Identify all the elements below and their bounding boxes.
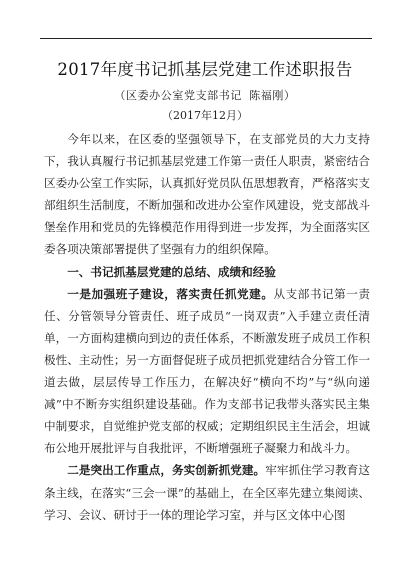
- paragraph-text: 牢牢抓住学习教育这条主线，在落实“三会一课”的基础上，在全区率先建立集阅读、学习、会议、研讨于一体的理论学习室，并与区文体中心图: [44, 463, 370, 522]
- report-body: [44, 128, 370, 526]
- section-heading: 一、书记抓基层党建的总结、成绩和经验: [67, 264, 276, 279]
- body-paragraph: [44, 459, 370, 525]
- paragraph-text: 从支部书记第一责任、分管领导分管责任、班子成员“一岗双责”入手建立责任清单，一方面构建横向到边的责任体系，不断激发班子成员工作积极性、主动性；另一方面督促班子成员把抓党建结合分管工作一道去做，层层传导工作压力，在解决好“横向不均”与“纵向递减”中不断夯实组织建设基础。作为支部书记我带头落实民主集中制要求，自觉维护党支部的权威；定期组织民主生活会，坦诚布公地开展批评与自我批评，不断增强班子凝聚力和战斗力。: [44, 286, 370, 456]
- author-line: （区委办公室党支部书记 陈福刚）: [114, 89, 296, 102]
- header-rule: [40, 38, 372, 39]
- report-title: 2017年度书记抓基层党建工作述职报告: [57, 60, 353, 79]
- paragraph-lead: 一是加强班子建设，落实责任抓党建。: [67, 286, 274, 301]
- paragraph-lead: 二是突出工作重点，务实创新抓党建。: [67, 463, 266, 478]
- intro-paragraph: 今年以来，在区委的坚强领导下，在支部党员的大力支持下，我认真履行书记抓基层党建工作第一责任人职责，紧密结合区委办公室工作实际，认真抓好党员队伍思想教育，严格落实支部组织生活制度，不断加强和改进办公室作风建设，党支部战斗堡垒作用和党员的先锋模范作用得到进一步发挥，为全面落实区委各项决策部署提供了坚强有力的组织保障。: [44, 132, 370, 257]
- body-paragraph: [44, 283, 370, 460]
- date-line: （2017年12月）: [162, 109, 248, 122]
